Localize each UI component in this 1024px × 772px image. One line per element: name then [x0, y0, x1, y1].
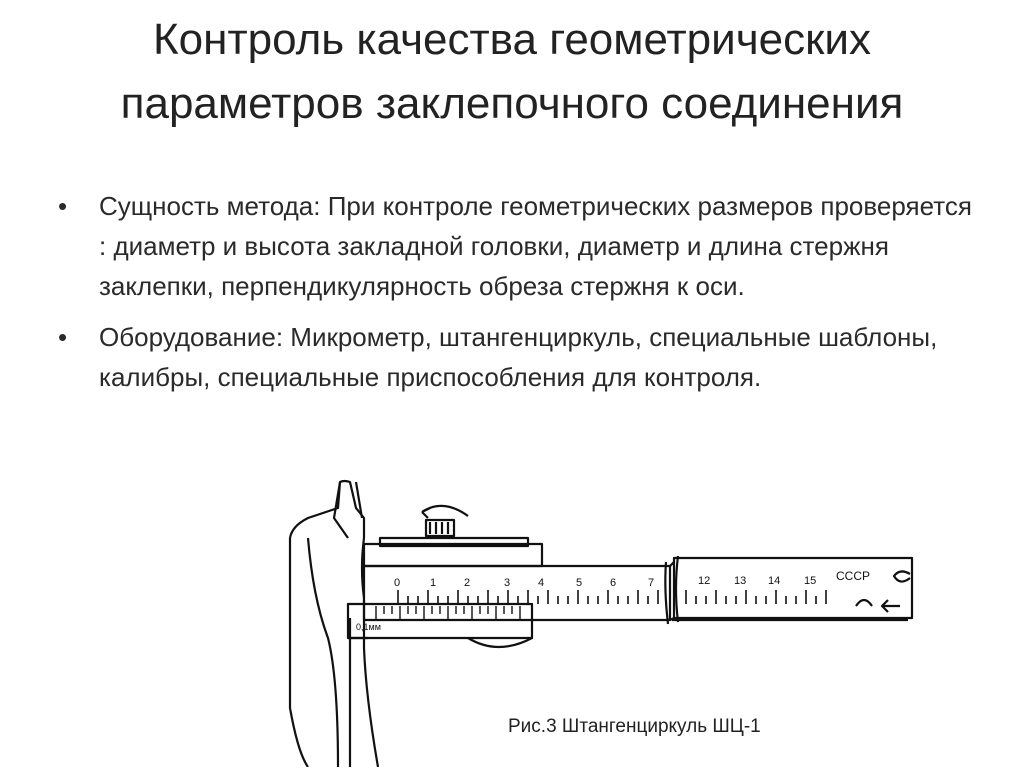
bullet-item-method	[58, 186, 978, 306]
bullet-dot-icon: •	[58, 191, 68, 221]
slide-title: Контроль качества геометрических параметров заклепочного соединения	[120, 15, 904, 128]
main-scale-label: 4	[538, 577, 545, 589]
stamp-label: СССР	[836, 569, 871, 583]
scale-numbers	[356, 569, 870, 632]
far-scale-label: 14	[768, 575, 781, 587]
vernier-scale	[376, 606, 520, 620]
vernier-label: 0,1мм	[356, 622, 381, 632]
bullet-item-equipment	[58, 317, 978, 397]
main-scale-label: 7	[648, 577, 655, 589]
bullet-text-equipment: Оборудование: Микрометр, штангенциркуль, специальные шаблоны, калибры, специальные приспособления для контроля.	[99, 322, 938, 392]
far-scale-label: 12	[698, 575, 711, 587]
bullet-list	[58, 186, 978, 408]
figure-caption: Рис.3 Штангенциркуль ШЦ-1	[508, 716, 761, 737]
fixed-jaw	[290, 481, 364, 767]
bullet-dot-icon: •	[58, 322, 68, 352]
far-scale-label: 13	[734, 575, 747, 587]
main-scale-label: 3	[504, 577, 511, 589]
main-scale-label: 5	[576, 577, 583, 589]
main-scale-label: 6	[610, 577, 617, 589]
bullet-text-method: Сущность метода: При контроле геометрических размеров проверяется : диаметр и высота закладной головки, диаметр и длина стержня заклепки, перпендикулярность обреза стержня к оси.	[99, 191, 972, 301]
main-scale-label: 2	[464, 577, 471, 589]
main-scale-label: 0	[394, 577, 401, 589]
main-scale	[398, 590, 826, 604]
main-scale-label: 1	[430, 577, 437, 589]
far-scale-label: 15	[804, 575, 817, 587]
